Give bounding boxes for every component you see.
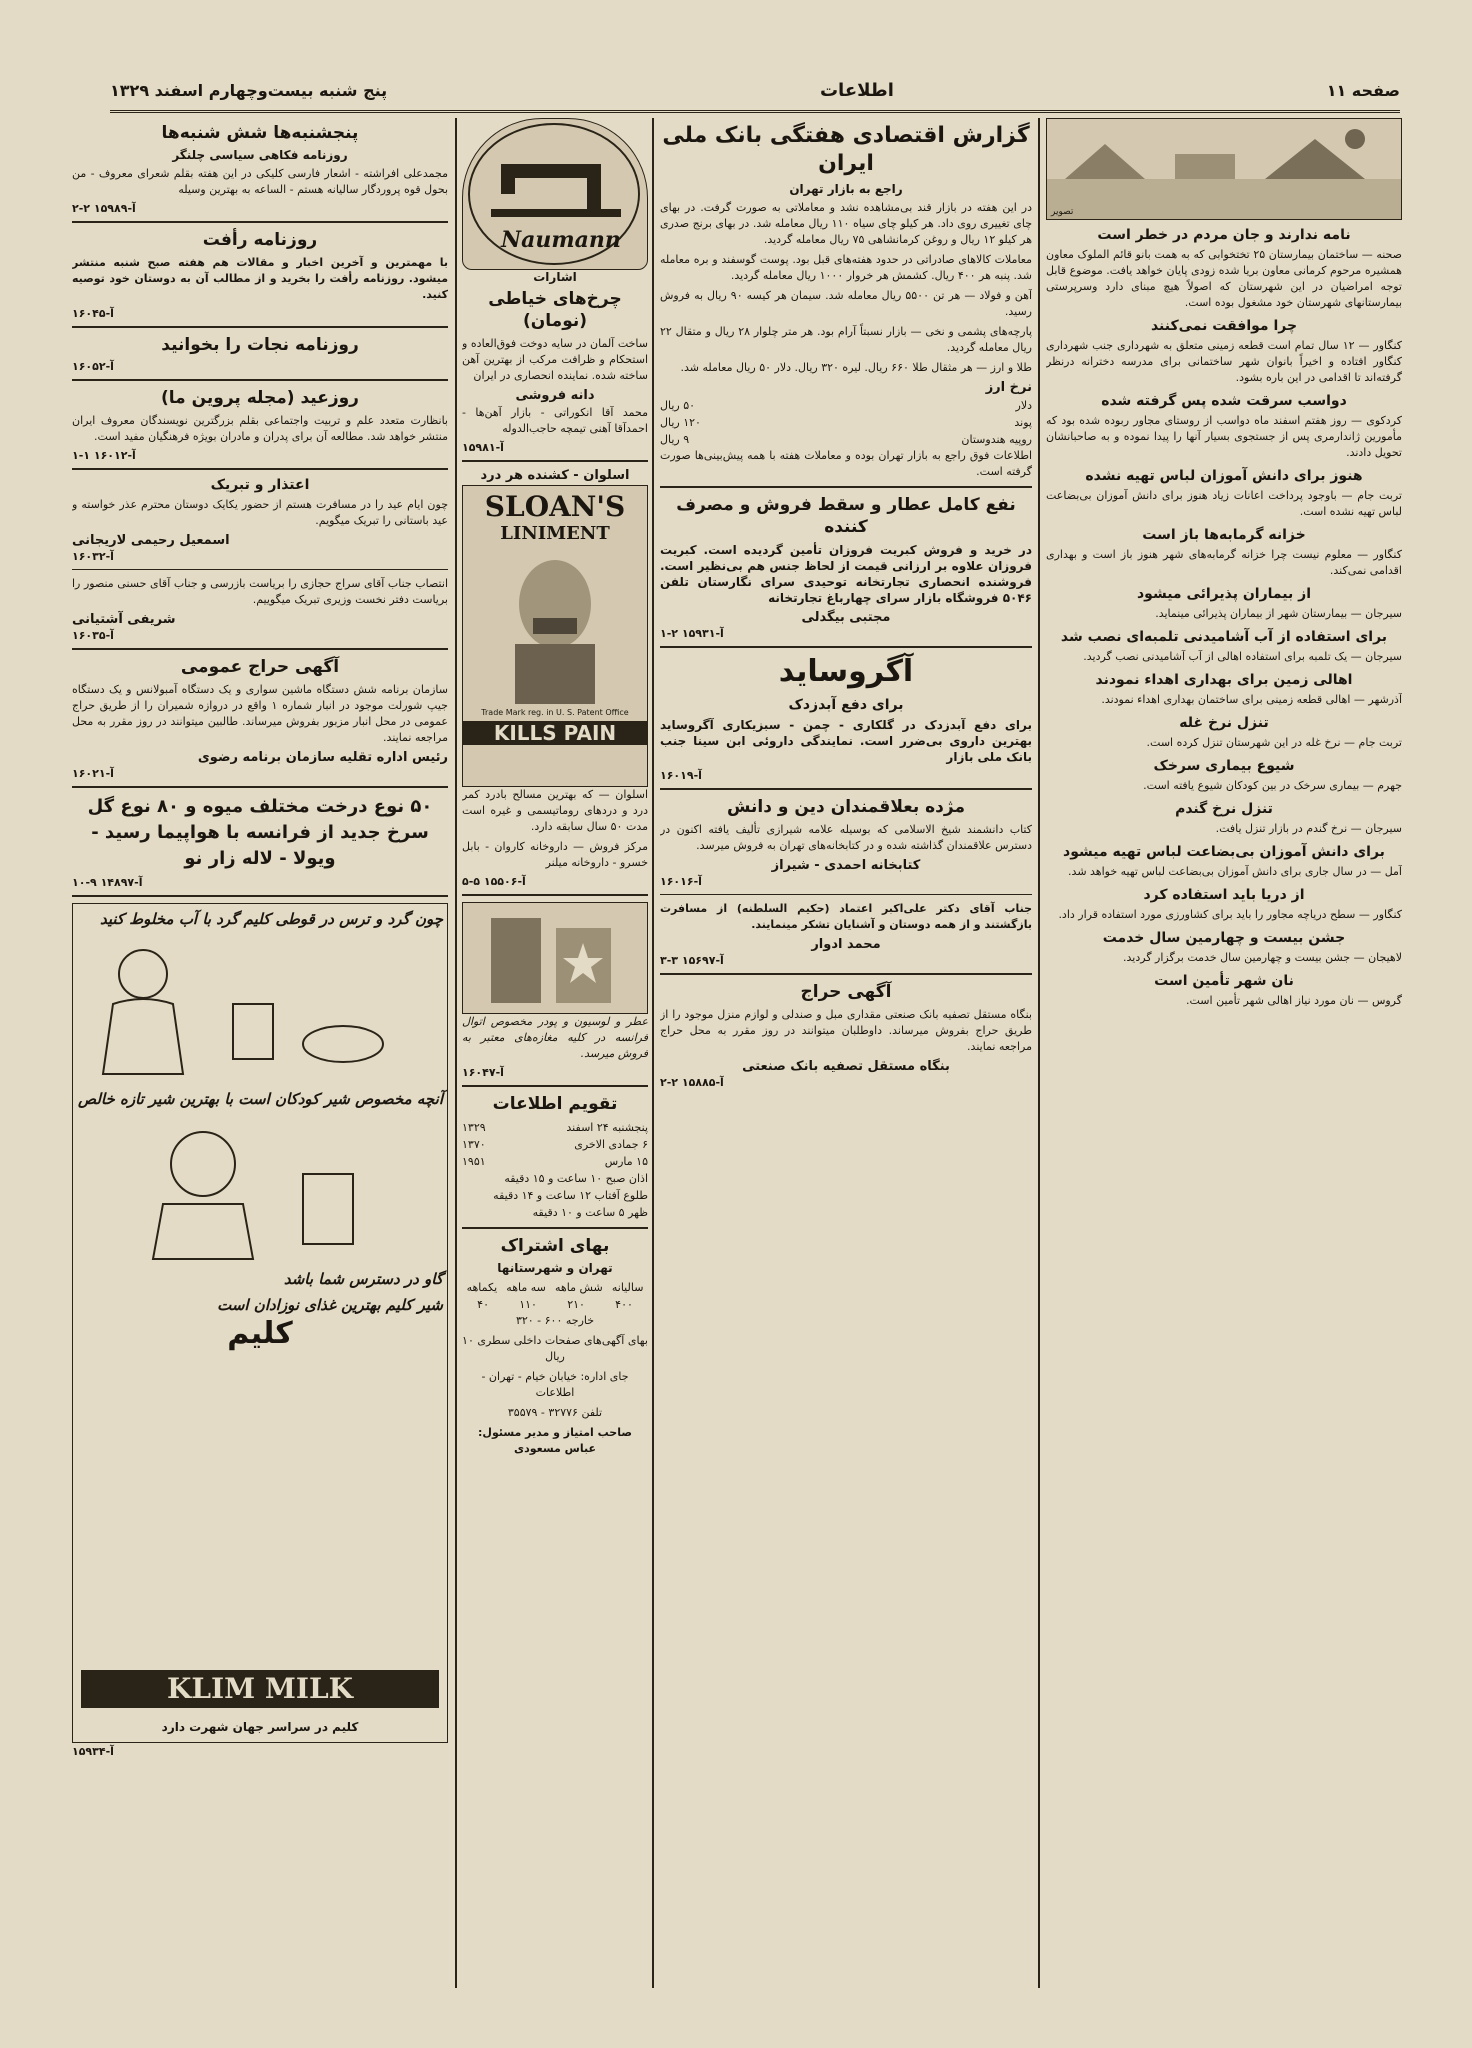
perfume-bottles-icon [462,903,647,1013]
news-title: از بیماران پذیرائی میشود [1136,586,1312,602]
price-label: دلار [1015,399,1032,412]
ad-code: آ-۱۶۰۲۱ [72,767,114,780]
subscription-head-row [462,1279,648,1296]
news-text: کردکوی — روز هفتم اسفند ماه دواسب از روستای مجاور ربوده شده بود که مأمورین ژاندارمری پس از جستجوی بسیار آنها را پیدا نموده و به صاحبانشان تحویل دادند. [1046,414,1402,459]
news-title: چرا موافقت نمی‌کنند [1150,318,1298,334]
divider [660,486,1032,488]
subscription-address: جای اداره: خیابان خیام - تهران - اطلاعات [481,1370,629,1399]
sloans-kills-pain: KILLS PAIN [463,721,647,745]
ad-code: آ-۱۵۵۰۶ ۵-۵ [462,875,526,888]
calendar-table [462,1119,648,1221]
calendar-label: ظهر ۵ ساعت و ۱۰ دقیقه [532,1206,648,1219]
book-ad-title: مژده بعلاقمندان دین و دانش [727,797,965,817]
column-classifieds [72,118,448,1988]
news-title: شیوع بیماری سرخک [1153,758,1295,774]
congrats-name: شریفی آشتیانی [72,612,176,627]
column-economic-report [660,118,1032,1988]
etoile-image [462,902,648,1014]
chelengar-title: پنجشنبه‌ها شش شنبه‌ها [161,123,359,143]
calendar-row [462,1204,648,1221]
price-row [660,431,1032,448]
divider [72,379,448,381]
price-list [660,397,1032,448]
agrocide-text: برای دفع آبدزدک در گلکاری - چمن - سبزیکاری آگروساید بهترین داروی بی‌ضرر است. نمایندگی داروئی ابن سینا جنب بانک ملی بازار [660,718,1032,764]
calendar-title: تقویم اطلاعات [492,1094,618,1114]
klim-woman-illustration-icon [83,934,443,1084]
subscription-title: بهای اشتراک [500,1236,610,1256]
divider [462,1085,648,1087]
klim-text: چون گرد و ترس در قوطی کلیم گرد با آب مخلوط کنید [100,910,443,928]
news-text: کنگاور — ۱۲ سال تمام است قطعه زمینی متعلق به شهرداری جنب شهرداری کنگاور افتاده و اخیراً بانوان شهر ساختمانی برای مدرسه دخترانه درنظر گرفته‌اند تا اقدامی در این باره بشود. [1046,339,1402,384]
report-text: اطلاعات فوق راجع به بازار تهران بوده و معاملات هفته با همه پیش‌بینی‌ها صورت گرفته است. [660,449,1032,478]
news-title: هنوز برای دانش آموزان لباس تهیه نشده [1085,468,1363,484]
notice-text: جناب آقای دکتر علی‌اکبر اعتماد (حکیم السلطنه) از مسافرت بازگشتند و از همه دوستان و آشنایان تشکر مینمایند. [660,902,1032,931]
price-value: ۵۰ ریال [660,399,696,412]
nejat-title: روزنامه نجات را بخوانید [161,335,359,355]
ad-code: آ-۱۶۰۳۲ [72,550,114,563]
ad-code: آ-۱۴۸۹۷ ۹-۱۰ [72,876,143,889]
ad-code: آ-۱۶۰۴۷ [462,1066,504,1079]
report-title: گزارش اقتصادی هفتگی بانک ملی ایران [662,123,1030,176]
news-title: جشن بیست و چهارمین سال خدمت [1102,930,1346,946]
agrocide-brand: آگروساید [778,654,914,689]
subscription-value: ۴۰ [477,1298,489,1311]
apology-title: اعتذار و تبریک [210,477,310,493]
calendar-label: ۶ جمادی الاخری [574,1138,648,1151]
price-label: روپیه هندوستان [961,433,1032,446]
sloans-ad [462,485,648,787]
subscription-head: سالیانه [611,1281,644,1294]
sloans-text: اسلوان — که بهترین مسالح بادرد کمر درد و دردهای روماتیسمی و غیره است مدت ۵۰ سال سابقه دارد. [462,788,648,833]
news-title: از دریا باید استفاده کرد [1143,887,1305,903]
report-text: پارچه‌های پشمی و نخی — بازار نسبتاً آرام بود. هر متر چلوار ۲۸ ریال و متقال ۲۲ ریال معامله گردید. [660,325,1032,354]
klim-ad [72,903,448,1743]
ad-code: آ-۱۶۰۱۹ [660,769,702,782]
news-text: سیرجان — بیمارستان شهر از بیماران پذیرائی مینماید. [1155,607,1402,620]
price-label: پوند [1014,416,1032,429]
subscription-value: ۴۰۰ [615,1298,633,1311]
calendar-value: ۱۹۵۱ [462,1155,486,1168]
ad-code: آ-۱۵۹۸۹ ۲-۲ [72,202,136,215]
agrocide-sub: برای دفع آبدزدک [788,697,904,713]
ad-code: آ-۱۵۸۸۵ ۲-۲ [660,1076,724,1089]
divider [72,569,448,570]
calendar-label: پنجشنبه ۲۴ اسفند [566,1121,648,1134]
calendar-row [462,1119,648,1136]
calendar-value: ۱۳۷۰ [462,1138,486,1151]
page-number: صفحه ۱۱ [1326,80,1400,100]
calendar-row [462,1136,648,1153]
naumann-brand: Naumann [501,227,621,253]
news-title: خزانه گرمابه‌ها باز است [1142,527,1306,543]
column-rule [455,118,457,1988]
column-local-news [1046,118,1402,1988]
calendar-label: طلوع آفتاب ۱۲ ساعت و ۱۴ دقیقه [493,1189,648,1202]
public-auction-sign: رئیس اداره تقلیه سازمان برنامه رضوی [197,750,448,765]
divider [72,468,448,470]
divider [462,1227,648,1229]
sloans-brand: SLOAN'S [484,490,626,523]
subscription-value-row [462,1296,648,1313]
klim-name: کلیم [227,1316,293,1351]
divider [72,326,448,328]
etoile-text: عطر و لوسیون و پودر مخصوص اتوال فرانسه در کلیه مغازه‌های معتبر به فروش میرسد. [462,1015,648,1060]
auction-text: بنگاه مستقل تصفیه بانک صنعتی مقداری مبل و صندلی و لوازم منزل موجود را از طریق حراج بفروش میرساند. داوطلبان میتوانند در روز مقرر به محل حراج مراجعه نمایند. [660,1008,1032,1053]
price-value: ۹ ریال [660,433,690,446]
news-title: برای استفاده از آب آشامیدنی تلمبه‌ای نصب شد [1060,629,1388,645]
divider [462,894,648,896]
village-illustration-icon [1046,119,1401,219]
news-title: نامه ندارند و جان مردم در خطر است [1097,227,1351,243]
illustration-caption: تصویر [1051,207,1074,217]
news-text: تربت جام — نرخ غله در این شهرستان تنزل کرده است. [1146,736,1402,749]
news-title: نان شهر تأمین است [1154,973,1294,989]
naumann-sub: اشارات [533,270,577,284]
chelengar-sub: روزنامه فکاهی سیاسی چلنگر [172,148,348,162]
divider [72,786,448,788]
local-news-illustration [1046,118,1402,220]
paper-name: اطلاعات [819,79,894,101]
news-title: برای دانش آموزان بی‌بضاعت لباس تهیه میشود [1063,844,1385,860]
divider [660,788,1032,790]
publisher-sign: صاحب امتیاز و مدیر مسئول: عباس مسعودی [478,1426,632,1455]
public-auction-text: سازمان برنامه شش دستگاه ماشین سواری و یک دستگاه آمبولانس و یک دستگاه جیپ شورلت موجود در انبار شماره ۱ واقع در دروازه شمیران را از طریق حراج عمومی در محل انبار مزبور بفروش میرساند. طالبین میتوانند در روز مقرر به محل مراجعه نمایند. [72,683,448,744]
apology-text: چون ایام عید را در مسافرت هستم از حضور یکایک دوستان محترم عذر خواسته و عید باستانی را تبریک میگویم. [72,498,448,527]
divider [72,895,448,897]
naumann-title: چرخ‌های خیاطی (نومان) [488,289,622,331]
column-rule [652,118,654,1988]
match-ad-name: مجتبی بیگدلی [801,610,891,625]
calendar-label: ۱۵ مارس [604,1155,648,1168]
book-ad-seller: کتابخانه احمدی - شیراز [771,858,921,873]
news-text: کنگاور — معلوم نیست چرا خزانه گرمابه‌های شهر هنوز باز است و بهداری اقدامی نمی‌کند. [1046,548,1402,577]
subscription-value: ۲۱۰ [567,1298,585,1311]
column-ads-calendar [462,118,648,1988]
news-text: سیرجان — یک تلمبه برای استفاده اهالی از آب آشامیدنی نصب گردید. [1083,650,1402,663]
report-text: معاملات کالاهای صادراتی در حدود هفته‌های قبل بود. پوست گوسفند و بره معامله شد. پنبه هر ۴۰۰ ریال. کشمش هر خروار ۱۰۰۰ ریال معامله گردید. [660,253,1032,282]
subscription-sub: تهران و شهرستانها [497,1261,613,1275]
news-title: تنزل نرخ گندم [1175,801,1273,817]
divider [660,973,1032,975]
news-text: صحنه — ساختمان بیمارستان ۲۵ تختخوابی که به همت بانو قائم الملوک معاون همشیره مرحوم کرمانی معاون بریا شده زودی پایان خواهد یافت. موضوع قابل توجه امراضیان در این شهرستان که اصولاً هیچ مبنای دارد وسرپرستی بیمارستانهای شهرستان خود مشغول بوده است. [1046,248,1402,309]
news-text: لاهیجان — جشن بیست و چهارمین سال خدمت برگزار گردید. [1123,951,1402,964]
news-title: تنزل نرخ غله [1179,715,1269,731]
news-title: دواسب سرقت شده پس گرفته شده [1101,393,1347,409]
ad-code: آ-۱۵۶۹۷ ۳-۳ [660,954,724,967]
subscription-ad-rate: بهای آگهی‌های صفحات داخلی سطری ۱۰ ریال [462,1334,648,1363]
report-subtitle: راجع به بازار تهران [789,182,903,196]
subscription-head: سه ماهه [506,1281,546,1294]
calendar-row [462,1187,648,1204]
klim-sub: کلیم در سراسر جهان شهرت دارد [161,1720,359,1734]
sloans-liniment: LINIMENT [500,523,610,544]
subscription-abroad: خارجه ۶۰۰ - ۳۲۰ [515,1314,595,1327]
report-text: آهن و فولاد — هر تن ۵۵۰۰ ریال معامله شد. سیمان هر کیسه ۹۰ ریال به فروش رسید. [660,289,1032,318]
ad-code: آ-۱۶۰۴۵ [72,307,114,320]
news-text: کنگاور — سطح دریاچه مجاور را باید برای کشاورزی مورد استفاده قرار داد. [1058,908,1402,921]
auction-sign: بنگاه مستقل تصفیه بانک صنعتی [742,1059,950,1074]
news-text: سیرجان — نرخ گندم در بازار تنزل یافت. [1215,822,1402,835]
notice-name: محمد ادوار [811,937,881,952]
naumann-dealer: دانه فروشی [515,388,595,403]
match-ad-text: در خرید و فروش کبریت فروزان تأمین گردیده است. کبریت فروزان علاوه بر ارزانی قیمت از لحاظ جنس هم بی‌نظیر است. فروشنده انحصاری تجارتخانه توحیدی سرای نگارستان تلفن ۵۰۴۶ فروشگاه بازار سرای چهارباغ تجارتخانه [660,543,1032,605]
sloans-title: اسلوان - کشنده هر درد [480,468,630,483]
divider [660,894,1032,895]
klim-text: شیر کلیم بهترین غذای نوزادان است [217,1296,443,1314]
subscription-head: شش ماهه [555,1281,603,1294]
calendar-label: اذان صبح ۱۰ ساعت و ۱۵ دقیقه [504,1172,648,1185]
calendar-value: ۱۳۲۹ [462,1121,486,1134]
congrats-text: انتصاب جناب آقای سراج حجازی را بریاست بازرسی و جناب آقای حسنی منصور را بریاست دفتر نخست وزیری تبریک میگوییم. [72,577,448,606]
ad-code: آ-۱۶۰۱۶ [660,875,702,888]
calendar-row [462,1153,648,1170]
divider [72,648,448,650]
book-ad-text: کتاب دانشمند شیخ الاسلامی که بوسیله علامه شیرازی تألیف یافته اکنون در دسترس علاقمندان گذاشته شده و در کتابخانه‌های تهران به فروش میرسد. [660,823,1032,852]
report-text: طلا و ارز — هر مثقال طلا ۶۶۰ ریال. لیره ۳۲۰ ریال. دلار ۵۰ ریال معامله شد. [680,361,1032,374]
naumann-address: محمد آقا انکوراتی - بازار آهن‌ها - احمدآقا آهنی تیمچه حاجب‌الدوله [462,406,648,435]
news-text: تربت جام — باوجود پرداخت اعانات زیاد هنوز برای دانش آموزان بی‌بضاعت لباس تهیه نشده است. [1046,489,1402,518]
parvin-text: بانظارت متعدد علم و تربیت واجتماعی بقلم بزرگترین نویسندگان معروف ایران منتشر خواهد شد. مطالعه آن برای پدران و مادران بویژه فرهنگیان مفید است. [72,414,448,443]
report-text: در این هفته در بازار قند بی‌مشاهده نشد و معاملاتی به صورت گرفت. در بهای چای تغییری روی داد. هر کیلو چای سیاه ۱۱۰ ریال معامله شد. در بهای برنج صدری هر کیلو ۱۲ ریال و روغن کرمانشاهی ۷۵ ریال معامله گردید. [660,201,1032,246]
news-text: آذرشهر — اهالی قطعه زمینی برای ساختمان بهداری اهداء نمودند. [1101,693,1402,706]
man-portrait-icon [495,544,615,704]
trees-ad-title: ۵۰ نوع درخت مختلف میوه و ۸۰ نوع گل سرخ جدید از فرانسه با هواپیما رسید - ویولا - لاله زار نو [87,796,433,869]
column-rule [1038,118,1040,1988]
ad-code: آ-۱۵۹۸۱ [462,441,504,454]
sloans-trademark: Trade Mark reg. in U. S. Patent Office [481,708,629,717]
news-text: جهرم — بیماری سرخک در بین کودکان شیوع یافته است. [1143,779,1402,792]
rafat-text: با مهمترین و آخرین اخبار و مقالات هم هفته صبح شنبه منتشر میشود. روزنامه رأفت را بخرید و از مطالب آن به دوستان خود توصیه کنید. [72,256,448,301]
parvin-title: روزعید (مجله پروین ما) [161,388,359,408]
page-header [110,70,1400,113]
rafat-title: روزنامه رأفت [202,230,318,250]
subscription-head: یکماهه [466,1281,498,1294]
price-header: نرخ ارز [985,380,1032,395]
ad-code: آ-۱۶۰۳۵ [72,629,114,642]
divider [660,646,1032,648]
price-value: ۱۲۰ ریال [660,416,701,429]
auction-title: آگهی حراج [800,982,892,1002]
issue-date: پنج شنبه بیست‌وچهارم اسفند ۱۳۲۹ [110,80,388,100]
sloans-dealer: مرکز فروش — داروخانه کاروان - بابل خسرو - داروخانه میلنر [462,840,648,869]
subscription-value: ۱۱۰ [519,1298,537,1311]
divider [72,221,448,223]
news-text: گروس — نان مورد نیاز اهالی شهر تأمین است. [1186,994,1402,1007]
ad-code: آ-۱۵۹۳۱ ۲-۱ [660,627,724,640]
klim-text: گاو در دسترس شما باشد [283,1270,443,1288]
price-row [660,397,1032,414]
match-ad-title: نفع کامل عطار و سقط فروش و مصرف کننده [676,495,1016,537]
public-auction-title: آگهی حراج عمومی [180,657,340,677]
apology-name: اسمعیل رحیمی لاریجانی [72,533,230,548]
divider [462,460,648,462]
naumann-image [462,118,648,270]
ad-code: آ-۱۶۰۱۲ ۱-۱ [72,449,136,462]
subscription-phone: تلفن ۳۲۷۷۶ - ۳۵۵۷۹ [507,1406,603,1419]
ad-code: آ-۱۶۰۵۲ [72,360,114,373]
price-row [660,414,1032,431]
klim-text: آنچه مخصوص شیر کودکان است با بهترین شیر تازه خالص [77,1090,443,1108]
naumann-text: ساخت آلمان در سایه دوخت فوق‌العاده و استحکام و ظرافت مرکب از بهترین آهن ساخته شده. نماینده انحصاری در ایران [462,337,648,382]
news-title: اهالی زمین برای بهداری اهداء نمودند [1095,672,1353,688]
klim-child-illustration-icon [83,1114,443,1264]
news-text: آمل — در سال جاری برای دانش آموزان بی‌بضاعت لباس تهیه خواهد شد. [1068,865,1402,878]
calendar-row [462,1170,648,1187]
klim-brand: KLIM MILK [81,1670,439,1708]
ad-code: آ-۱۵۹۳۴ [72,1745,114,1758]
chelengar-text: مجمدعلی افراشته - اشعار فارسی کلیکی در این هفته بقلم شعرای معروف - من بحول قوه پروردگار سالیانه هستم - الساعه به بهترین وسیله [72,167,448,196]
